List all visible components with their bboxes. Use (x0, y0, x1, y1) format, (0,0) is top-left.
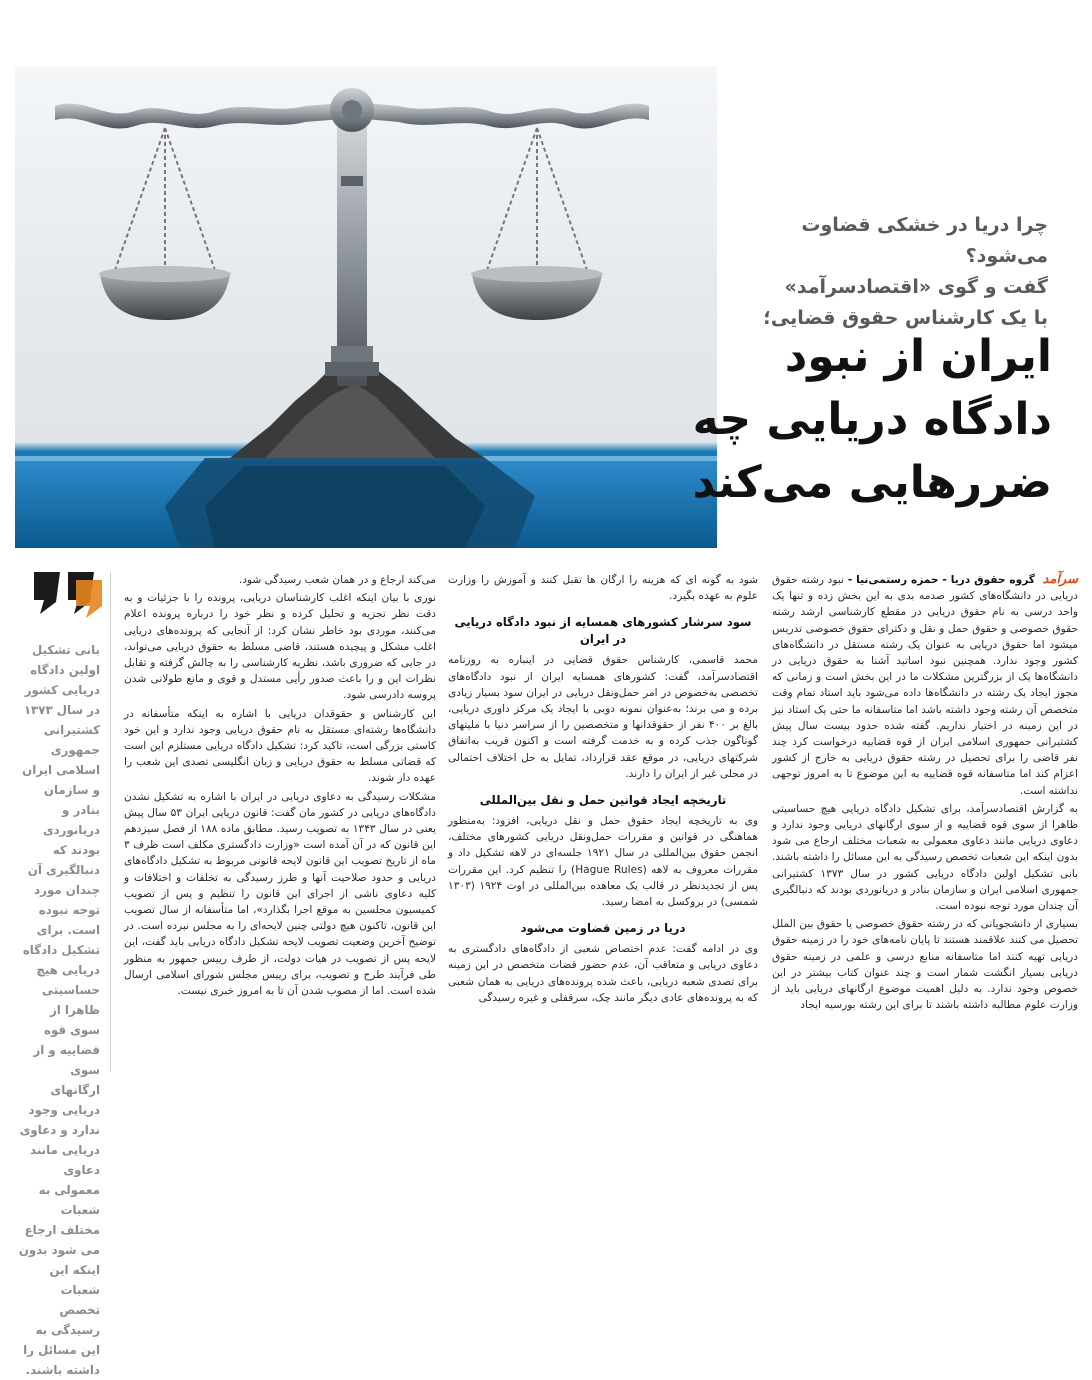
article-column-2 (448, 572, 758, 1072)
scales-of-justice-illustration (15, 66, 717, 548)
subheading: دریا در زمین قضاوت می‌شود (520, 921, 686, 936)
headline-line: ایران از نبود (784, 331, 1052, 382)
byline: گروه حقوق دریا - حمزه رستمی‌نیا - (843, 574, 1035, 586)
kicker-line: گفت و گوی «اقتصادسرآمد» (784, 276, 1048, 298)
pull-quote: بانی تشکیل اولین دادگاه دریایی کشور در سال ۱۳۷۳ کشتیرانی جمهوری اسلامی ایران و سازمان بنادر و دریانوردی بودند که دنبالگیری آن چندان مورد توجه نبوده است. برای تشکیل دادگاه دریایی هیچ حساسیتی ظاهرا از سوی قوه قضاییه و از سوی ارگانهای دریایی وجود ندارد و دعاوی دریایی مانند دعاوی معمولی به شعبات مختلف ارجاع می شود بدون اینکه این شعبات تخصص رسیدگی به این مسائل را داشته باشند. (18, 643, 100, 1377)
article-column-1 (772, 572, 1078, 1072)
paragraph: محمد قاسمی، کارشناس حقوق قضایی در اینباره به روزنامه اقتصادسرآمد، گفت: کشورهای همسایه ایران از نبود دادگاه‌های تخصصی به‌خصوص در امر حمل‌ونقل دریایی در ایران سود بسیار زیادی برده و می برند؛ به‌عنوان نمونه دوبی با ایجاد یک مرکز داوری دریایی، بالغ بر ۴۰۰ نفر از حقوقدانها و متخصصین را از سراسر دنیا با ملیتهای گوناگون جذب کرده و به خدمت گرفته است و اکنون قریب به‌اتفاق شرکتهای دریایی، در موقع عقد قرارداد، تمایل به حل اختلاف احتمالی در محلی غیر از ایران را دارند. (448, 654, 758, 780)
paragraph: وی به تاریخچه ایجاد حقوق حمل و نقل دریایی، افزود: به‌منظور هماهنگی در قوانین و مقررات حمل‌ونقل دریایی کشورهای مختلف، انجمن حقوق بین‌المللی در سال ۱۹۲۱ جلسه‌ای در لاهه تشکیل داد و مقررات معروف به لاهه (Hague Rules) را تنظیم کرد. این مقررات پس از تجدیدنظر در قالب یک معاهده بین‌المللی در اوت ۱۹۲۴ (۱۳۰۳ شمسی) در بروکسل به امضا رسید. (448, 815, 758, 909)
paragraph: می‌کند ارجاع و در همان شعب رسیدگی شود. (238, 574, 436, 586)
headline (682, 325, 1052, 514)
paragraph-text: نبود رشته حقوق دریایی در دانشگاه‌های کشور صدمه بدی به این بخش زده و تنها یک واحد درسی به نام حقوق دریایی در مقطع کارشناسی ارشد رشته حقوق خصوصی و حقوق حمل و نقل و دکترای حقوق خصوصی تدریس میشود اما حقوق دریایی به عنوان یک رشته مستقل در دانشگاه‌های کشور وجود ندارد. همچنین نبود اساتید آشنا به حقوق دریایی در دانشگاه‌ها یک از بزرگترین مشکلات ما در این بخش است و زمانی که مجوز ایجاد یک رشته در دانشگاه‌ها داده می‌شود باید استاد تمام وقت متخصص آن رشته وجود داشته باشد اما متاسفانه ما حتی یک استاد نیز در این زمینه در اختیار نداریم. گفته شده حدود بیست سال پیش کشتیرانی جمهوری اسلامی ایران از قوه قضاییه درخواست کرد چند نفر قاضی را برای تحصیل در رشته حقوق دریایی به خارج از کشور اعزام کند اما متاسفانه قوه قضاییه به این موضوع تا به امروز توجهی نداشته است. (772, 574, 1078, 797)
hero-image (15, 66, 717, 548)
subheading: سود سرشار کشورهای همسایه از نبود دادگاه دریایی در ایران (454, 615, 752, 647)
kicker-line: چرا دریا در خشکی قضاوت می‌شود؟ (801, 214, 1048, 267)
paragraph: وی در ادامه گفت: عدم اختصاص شعبی از دادگاه‌های دادگستری به دعاوی دریایی و متعاقب آن، عدم حضور قضات متخصص در این زمینه برای تصدی شعبه دریایی، باعث شده پرونده‌های دریایی به همان شعبی که به پرونده‌های عادی دیگر مانند چک، سرقفلی و غیره رسیدگی (448, 943, 758, 1004)
paragraph (772, 572, 1078, 799)
kicker-line: با یک کارشناس حقوق قضایی؛ (763, 307, 1048, 329)
kicker (718, 210, 1048, 334)
headline-line: دادگاه دریایی چه (692, 394, 1052, 445)
paragraph: نوری با بیان اینکه اغلب کارشناسان دریایی، پرونده را با جزئیات و به دقت نظر تجزیه و تحلیل کرده و نظر خود را درباره پرونده اعلام می‌کنند، موردی بود خاطر نشان کرد: از آنجایی که پرونده‌های دریایی اغلب مشکل و پیچیده هستند، قاضی مسلط به حقوق دریایی می‌تواند، در جایی که ضروری باشد، نظریه کارشناسی را به چالش گرفته و تقابل نظرات این و را باعث صدور رأیی مستدل و قوی و مانع طولانی شدن پروسه دادرسی شود. (124, 592, 436, 702)
publisher-mark: سرآمد (1042, 572, 1078, 587)
paragraph: مشکلات رسیدگی به دعاوی دریایی در ایران با اشاره به تشکیل نشدن دادگاه‌های دریایی در کشور مان گفت: قانون دریایی ایران ۵۳ سال پیش یعنی در سال ۱۳۴۳ به تصویب رسید. مطابق ماده ۱۸۸ از فصل سیزدهم این قانون که در آن آمده است «وزارت دادگستری مکلف است ظرف ۳ ماه از تاریخ تصویب این قانون لایحه قانونی مربوط به تشکیل دادگاه‌های دریایی و حدود صلاحیت آنها و طرز رسیدگی به تخلفات و اختلافات و کلیه دعاوی ناشی از اجرای این قانون را تنظیم و پس از تصویب کمیسیون مجلسین به موقع اجرا بگذارد»، اما متأسفانه از سال تصویب این قانون، تاکنون هیچ دولتی چنین لایحه‌ای را به مجلس نبرده است. در توضیح آخرین وضعیت تصویب لایحه تشکیل دادگاه دریایی باید گفت، این لایحه پس از تصویب در هیات دولت، از طرف رییس جمهور به منظور طی فرآیند طرح و تصویب، برای رییس مجلس شورای اسلامی ارسال شده است. اما از مصوب شدن آن تا به امروز خبری نیست. (124, 790, 436, 998)
paragraph: به گزارش اقتصادسرآمد، برای تشکیل دادگاه دریایی هیچ حساسیتی ظاهرا از سوی قوه قضاییه و از سوی ارگانهای دریایی وجود ندارد و دعاوی دریایی مانند دعاوی معمولی به شعبات مختلف ارجاع می شود بدون اینکه این شعبات تخصص رسیدگی به این مسائل را داشته باشند. بانی تشکیل اولین دادگاه دریایی کشور در سال ۱۳۷۳ کشتیرانی جمهوری اسلامی ایران و سازمان بنادر و دریانوردی بودند که دنبالگیری آن چندان مورد توجه نبوده است. (772, 802, 1078, 913)
column-divider (110, 572, 111, 1072)
paragraph: شود به گونه ای که هزینه را ارگان ها تقبل کنند و آموزش را وزارت علوم به عهده بگیرد. (448, 574, 758, 603)
paragraph: این کارشناس و حقوقدان دریایی با اشاره به اینکه متأسفانه در دانشگاه‌ها رشته‌ای مستقل به نام حقوق دریایی وجود ندارد و این خود کاستی بزرگی است، تاکید کرد: تشکیل دادگاه دریایی مستلزم این است که قضاتی مسلط به حقوق دریایی و زبان انگلیسی تصدی این شعب را عهده دار شوند. (124, 707, 436, 785)
headline-line: ضررهایی می‌کند (692, 457, 1052, 508)
article-column-3 (124, 572, 436, 1072)
paragraph: بسیاری از دانشجویانی که در رشته حقوق خصوصی یا حقوق بین الملل تحصیل می کنند علاقمند هستند تا پایان نامه‌های خود را در زمینه حقوق دریایی تهیه کنند اما متاسفانه منابع درسی و علمی در زمینه حقوق دریایی بسیار انگشت شمار است و چند عنوان کتاب بیشتر در این خصوص وجود ندارد. به دلیل اهمیت موضوع ارگانهای دریایی باید از وزارت علوم مطالبه داشته باشند تا برای این رشته بورسیه ایجاد (772, 918, 1078, 1012)
quote-icon (28, 566, 104, 618)
subheading: تاریخچه ایجاد قوانین حمل و نقل بین‌المللی (479, 793, 727, 808)
